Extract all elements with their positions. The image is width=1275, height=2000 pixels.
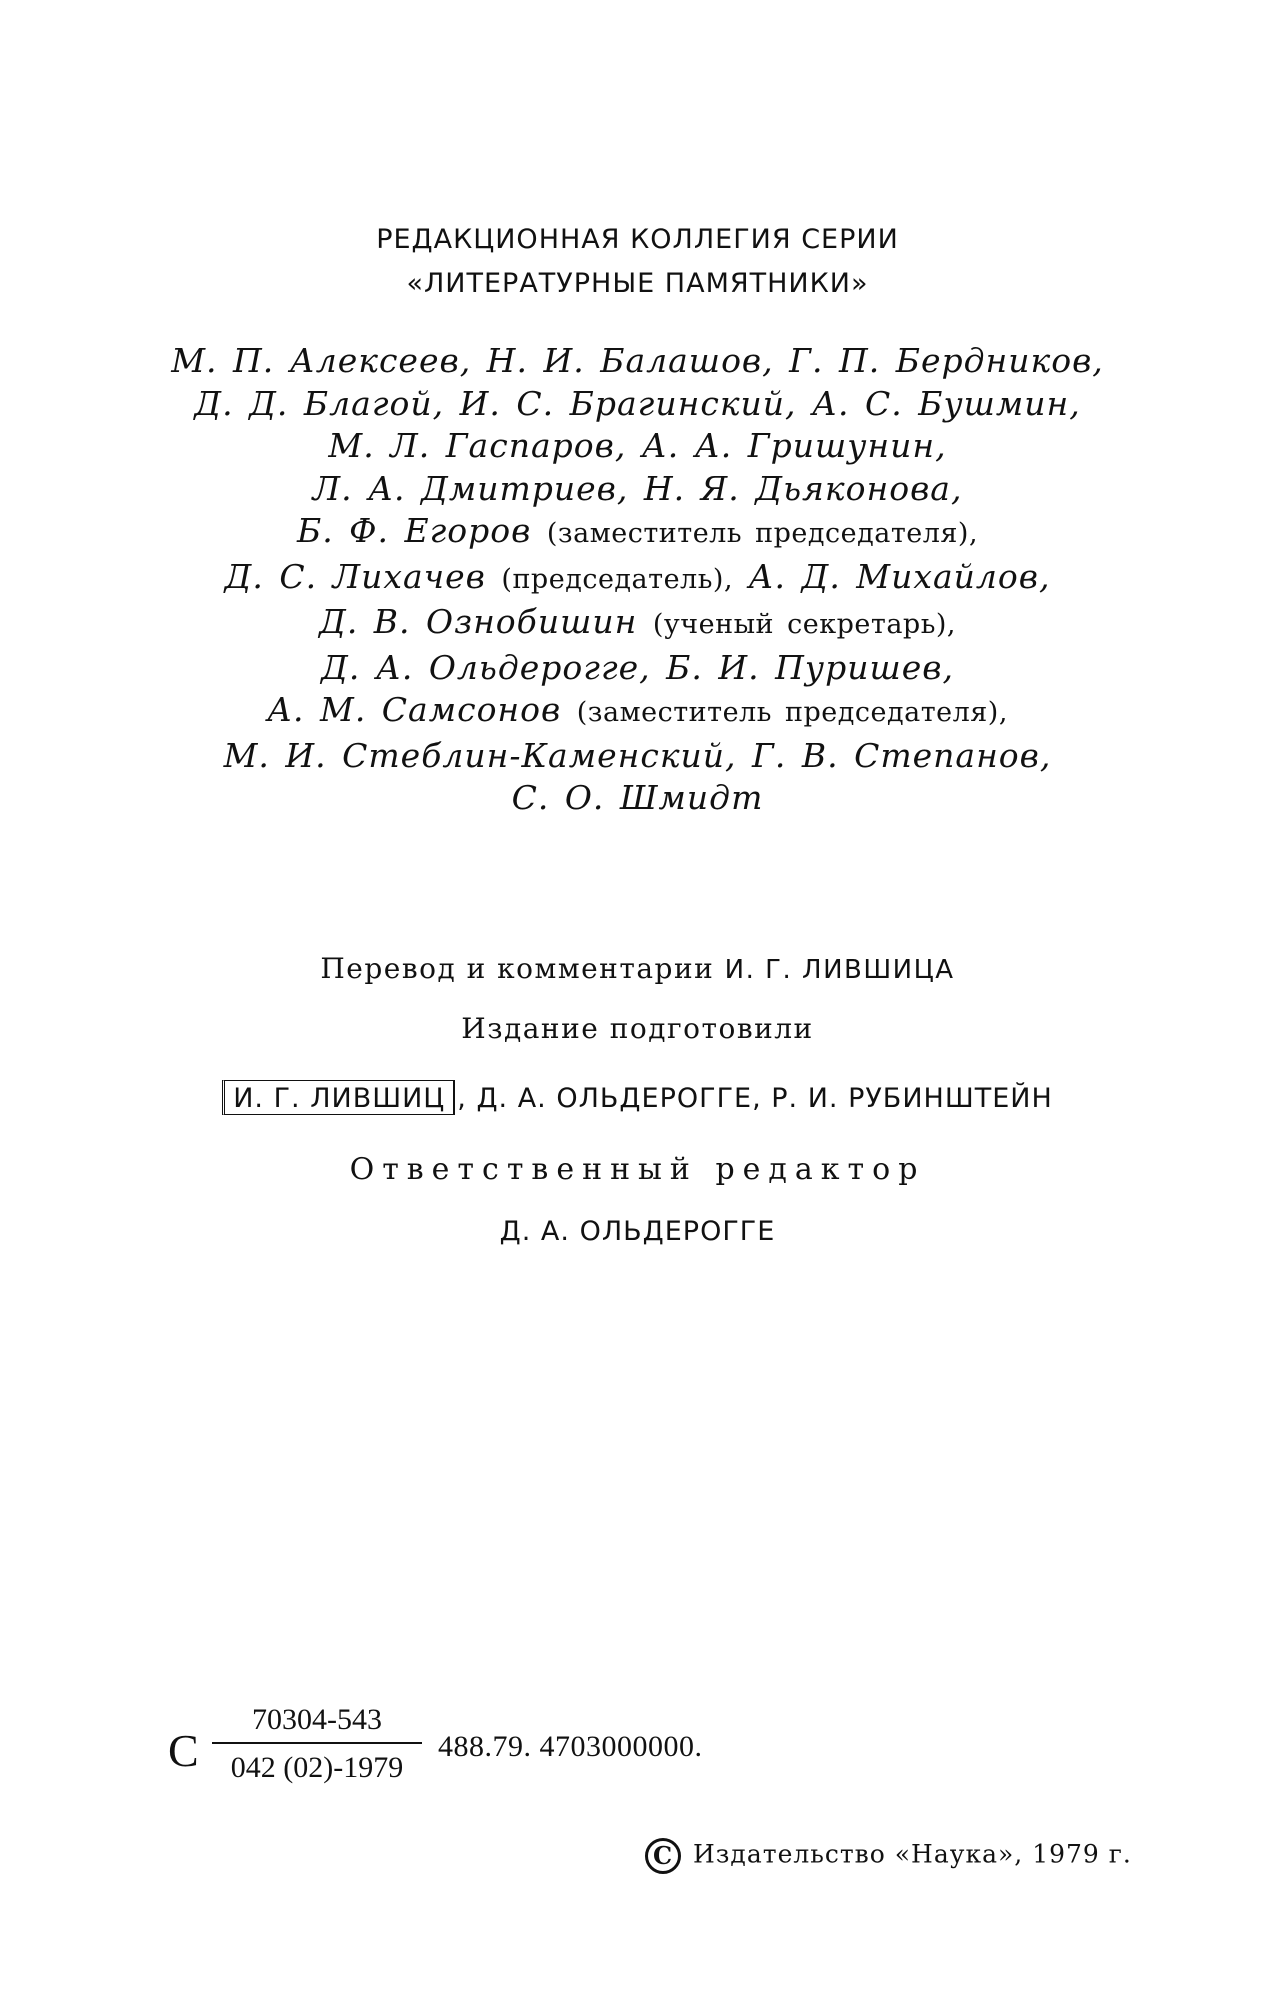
catalog-numerator: 70304-543 <box>252 1703 382 1736</box>
catalog-codes: 488.79. 4703000000. <box>438 1730 703 1763</box>
board-member-name: Д. С. Лихачев <box>224 556 486 596</box>
board-member-name: А. М. Самсонов <box>267 690 562 729</box>
translation-credit <box>0 952 1275 985</box>
board-member-role: (ученый секретарь), <box>652 609 957 640</box>
editor-label: Ответственный редактор <box>349 1152 926 1187</box>
translator-name: И. Г. ЛИВШИЦА <box>724 955 955 985</box>
board-line <box>0 601 1275 647</box>
board-line: М. П. Алексеев, Н. И. Балашов, Г. П. Бердников, <box>171 341 1104 380</box>
prepared-by-label: Издание подготовили <box>461 1012 814 1045</box>
board-member-name: А. Д. Михайлов, <box>748 556 1051 596</box>
copyright-line <box>645 1838 1132 1874</box>
catalog-fraction <box>212 1700 422 1788</box>
board-member-role: (председатель), <box>501 563 734 595</box>
series-heading-line-2: «ЛИТЕРАТУРНЫЕ ПАМЯТНИКИ» <box>406 268 869 299</box>
board-member-name: Б. Ф. Егоров <box>296 511 532 550</box>
copyright-text: Издательство «Наука», 1979 г. <box>693 1839 1132 1869</box>
board-line: С. О. Шмидт <box>511 778 764 817</box>
series-heading-line-1: РЕДАКЦИОННАЯ КОЛЛЕГИЯ СЕРИИ <box>376 224 899 255</box>
board-line <box>0 689 1275 735</box>
board-line <box>0 556 1275 602</box>
catalog-letter: С <box>168 1725 199 1776</box>
board-line: Л. А. Дмитриев, Н. Я. Дьяконова, <box>312 468 963 508</box>
board-line: Д. А. Ольдерогге, Б. И. Пуришев, <box>321 647 954 687</box>
board-member-role: (заместитель председателя), <box>546 518 979 549</box>
board-line <box>0 510 1275 556</box>
board-line: Д. Д. Благой, И. С. Брагинский, А. С. Бушмин, <box>194 383 1081 423</box>
prepared-by-other-names: , Д. А. ОЛЬДЕРОГГЕ, Р. И. РУБИНШТЕЙН <box>457 1083 1053 1114</box>
editor-name: Д. А. ОЛЬДЕРОГГЕ <box>499 1216 776 1247</box>
board-line: М. Л. Гаспаров, А. А. Гришунин, <box>328 426 947 465</box>
board-line: М. И. Стеблин-Каменский, Г. В. Степанов, <box>223 735 1052 775</box>
prepared-by-names <box>0 1080 1275 1115</box>
board-member-name: Д. В. Ознобишин <box>318 602 638 641</box>
translation-label: Перевод и комментарии <box>320 952 715 985</box>
catalog-denominator: 042 (02)-1979 <box>230 1751 404 1784</box>
copyright-icon: C <box>645 1838 681 1874</box>
boxed-name-deceased: И. Г. ЛИВШИЦ <box>222 1080 455 1115</box>
board-member-role: (заместитель председателя), <box>576 697 1008 728</box>
fraction-bar <box>212 1742 422 1744</box>
editorial-board <box>0 340 1275 820</box>
